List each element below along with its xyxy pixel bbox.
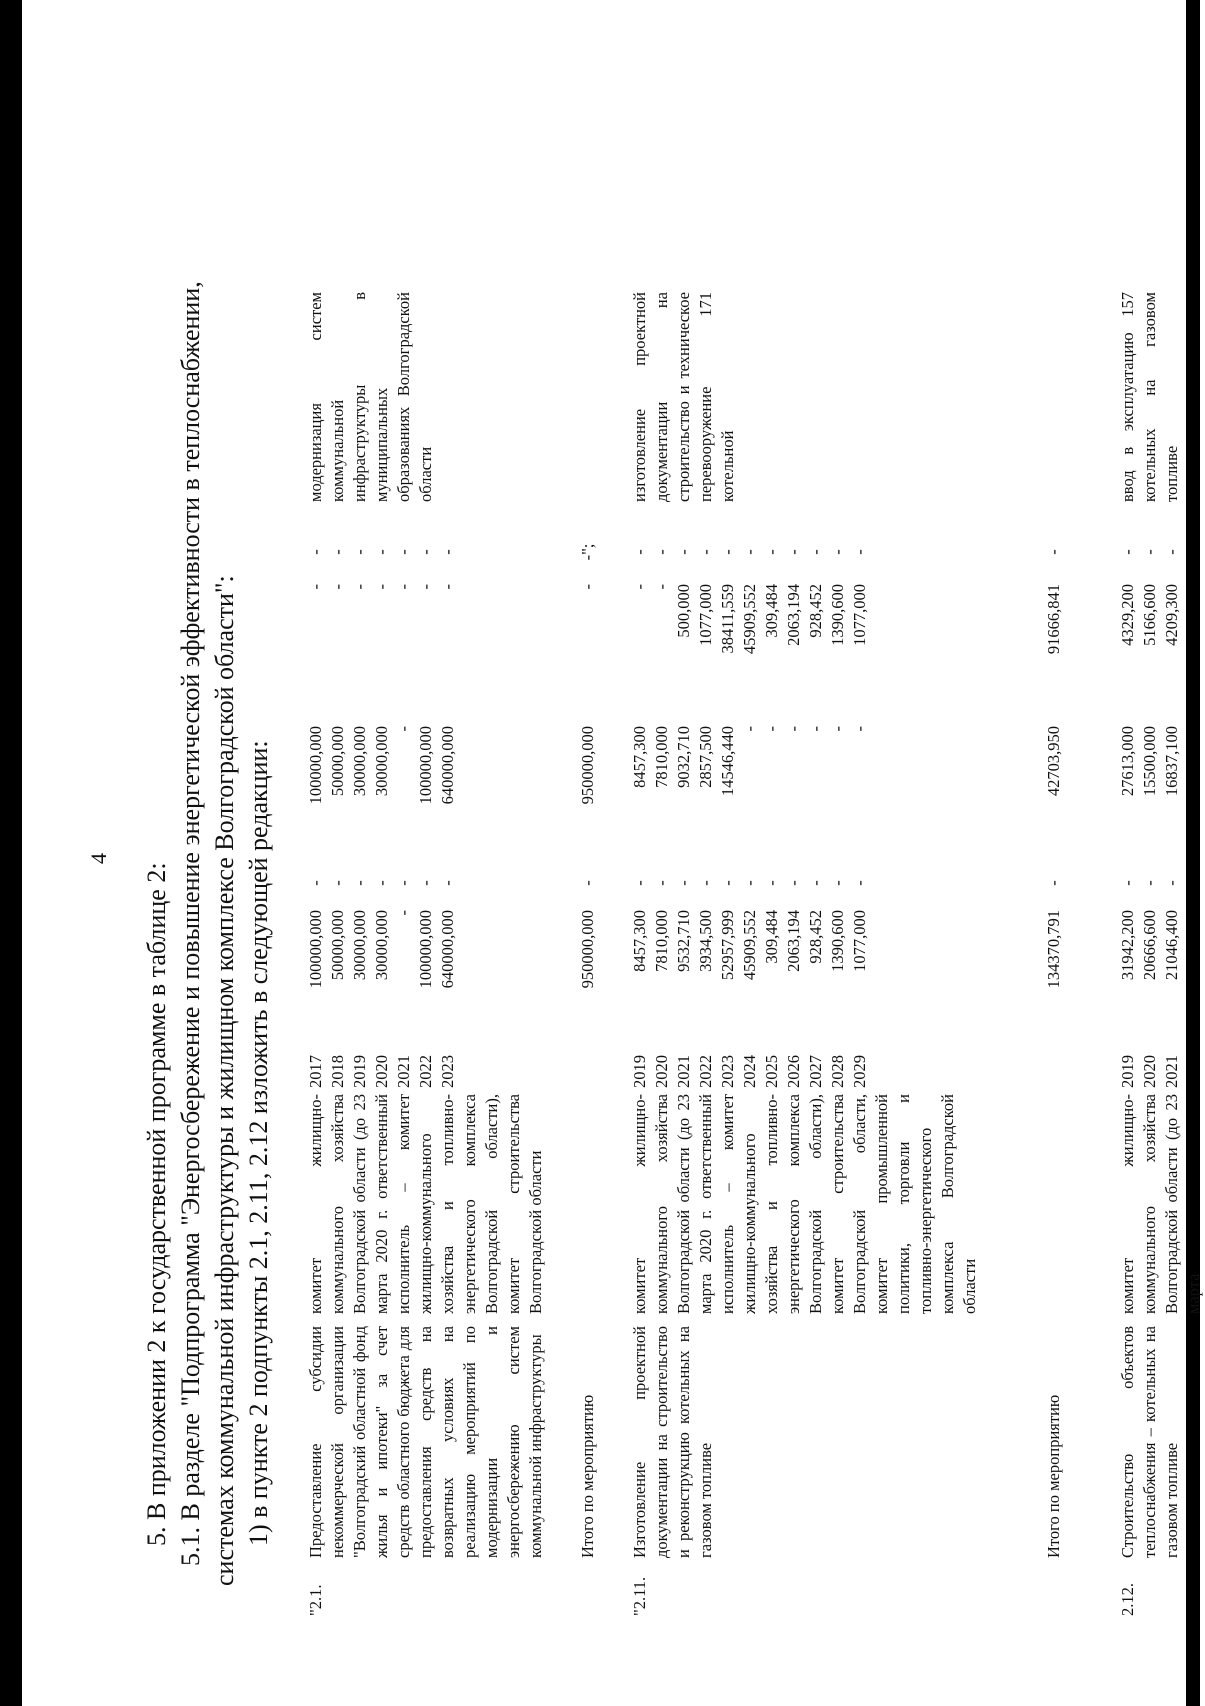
table-row-2-1-total [577, 286, 599, 1616]
program-table [305, 286, 1205, 1616]
cell-value: 27613,000 [1118, 726, 1137, 797]
cell-value: - [416, 584, 435, 590]
cell-value: - [328, 880, 347, 886]
measure-name: Строительство объектов теплоснабжения – котельных на газовом топливе [1118, 1326, 1181, 1558]
extrabudget-cell [305, 520, 547, 578]
cell-value: - [350, 584, 369, 590]
cell-value: 30000,000 [372, 910, 391, 981]
row-number: 2.12. [1118, 1583, 1137, 1616]
expected-result: изготовление проектной документации на строительство и техническое перевооружение 171 котельной [630, 292, 737, 502]
cell-value: 640000,000 [438, 910, 457, 989]
cell-value: 2027 [806, 1055, 825, 1088]
years-cell [1117, 1040, 1205, 1088]
federal-cell [629, 856, 981, 904]
total-regional: 42703,950 [1044, 726, 1063, 797]
cell-value: 2023 [438, 1055, 457, 1088]
total-sum: 134370,791 [1044, 910, 1063, 989]
extrabudget-cell [1117, 520, 1205, 578]
cell-value: - [1162, 880, 1181, 886]
cell-value: 2022 [696, 1055, 715, 1088]
cell-value: 9032,710 [674, 726, 693, 788]
cell-value: - [1118, 880, 1137, 886]
cell-value: - [784, 726, 803, 732]
cell-value: - [850, 726, 869, 732]
cell-value: 14546,440 [718, 726, 737, 797]
cell-value: - [696, 549, 715, 555]
cell-value: 1077,000 [850, 584, 869, 646]
cell-value: - [372, 880, 391, 886]
cell-value: 2026 [784, 1055, 803, 1088]
executor: комитет жилищно-коммунального хозяйства Волгоградской области (до 23 марта [1118, 1094, 1203, 1314]
cell-value: - [416, 549, 435, 555]
cell-value: - [718, 549, 737, 555]
total-cell [305, 904, 547, 1040]
cell-value: 2021 [1162, 1055, 1181, 1088]
cell-value: 2019 [630, 1055, 649, 1088]
cell-value: 31942,200 [1118, 910, 1137, 981]
cell-value: 2019 [1118, 1055, 1137, 1088]
intro-line-3: системах коммунальной инфраструктуры и жилищном комплексе Волгоградской области": [210, 575, 239, 1586]
cell-value: - [394, 726, 413, 732]
cell-value: - [350, 549, 369, 555]
cell-value: 52957,999 [718, 910, 737, 981]
total-regional: 950000,000 [578, 726, 597, 805]
cell-value: 30000,000 [350, 726, 369, 797]
cell-value: 2063,194 [784, 584, 803, 646]
measure-name: Предоставление субсидии некоммерческой организации "Волгоградский областной фонд жилья и ипотеки" за счет средств областного бюджета для предоставления средств на возвратных условиях на реализацию мероприятий по модернизации и энергосбережению систем коммунальной инфраструктуры [306, 1326, 545, 1558]
cell-value: - [674, 549, 693, 555]
cell-value: - [828, 549, 847, 555]
cell-value: - [306, 880, 325, 886]
cell-value: - [652, 549, 671, 555]
measure-name: Изготовление проектной документации на строительство и реконструкцию котельных на газовом топливе [630, 1326, 715, 1558]
cell-value: 8457,300 [630, 910, 649, 972]
cell-value: 309,484 [762, 910, 781, 964]
cell-value: 2024 [740, 1055, 759, 1088]
page-number: 4 [86, 853, 111, 864]
table-row-2-11-total [1043, 286, 1065, 1616]
row-number: "2.11. [630, 1576, 649, 1616]
cell-value: - [696, 880, 715, 886]
cell-value: 30000,000 [350, 910, 369, 981]
cell-value: 4329,200 [1118, 584, 1137, 646]
cell-value: 100000,000 [306, 910, 325, 989]
cell-value: 7810,000 [652, 910, 671, 972]
years-cell [629, 1040, 981, 1088]
total-cell [629, 904, 981, 1040]
cell-value: - [806, 549, 825, 555]
total-label: Итого по мероприятию [1044, 1394, 1063, 1558]
regional-cell [629, 720, 981, 856]
executor: комитет жилищно-коммунального хозяйства Волгоградской области (до 23 марта 2020 г. ответственный исполнитель – комитет жилищно-коммунального хозяйства и топливно-энергетического комплекса Волгоградской области), комитет строительства Волгоградской области [306, 1094, 545, 1314]
cell-value: 309,484 [762, 584, 781, 638]
cell-value: 9532,710 [674, 910, 693, 972]
cell-value: - [828, 880, 847, 886]
cell-value: 640000,000 [438, 726, 457, 805]
regional-cell [305, 720, 547, 856]
total-extrabudget: - [1044, 549, 1063, 555]
cell-value: - [394, 910, 413, 916]
cell-value: 2020 [1140, 1055, 1159, 1088]
cell-value: - [438, 880, 457, 886]
cell-value: 2028 [828, 1055, 847, 1088]
cell-value: - [652, 880, 671, 886]
cell-value: - [416, 880, 435, 886]
cell-value: 2022 [416, 1055, 435, 1088]
total-label: Итого по мероприятию [578, 1394, 597, 1558]
cell-value: 15500,000 [1140, 726, 1159, 797]
cell-value: - [784, 880, 803, 886]
cell-value: 2025 [762, 1055, 781, 1088]
cell-value: 1077,000 [850, 910, 869, 972]
cell-value: - [394, 880, 413, 886]
cell-value: 2018 [328, 1055, 347, 1088]
cell-value: - [652, 584, 671, 590]
cell-value: 20666,600 [1140, 910, 1159, 981]
cell-value: 50000,000 [328, 910, 347, 981]
total-federal: - [578, 880, 597, 886]
cell-value: 2020 [372, 1055, 391, 1088]
row-number: "2.1. [306, 1584, 325, 1616]
cell-value: - [630, 549, 649, 555]
cell-value: 2021 [674, 1055, 693, 1088]
cell-value: 500,000 [674, 584, 693, 638]
cell-value: - [1118, 549, 1137, 555]
expected-result: модернизация систем коммунальной инфраструктуры в муниципальных образованиях Волгоградской области [306, 292, 435, 502]
cell-value: 30000,000 [372, 726, 391, 797]
federal-cell [305, 856, 547, 904]
cell-value: 21046,400 [1162, 910, 1181, 981]
cell-value: 2019 [350, 1055, 369, 1088]
cell-value: 8457,300 [630, 726, 649, 788]
intro-line-4: 1) в пункте 2 подпункты 2.1, 2.11, 2.12 изложить в следующей редакции: [244, 740, 273, 1546]
cell-value: 2017 [306, 1055, 325, 1088]
cell-value: 45909,552 [740, 584, 759, 655]
cell-value: 2020 [652, 1055, 671, 1088]
cell-value: - [306, 584, 325, 590]
cell-value: - [740, 549, 759, 555]
cell-value: 928,452 [806, 910, 825, 964]
cell-value: 100000,000 [416, 910, 435, 989]
cell-value: 928,452 [806, 584, 825, 638]
total-extrabudget: -"; [578, 543, 597, 561]
cell-value: 1390,600 [828, 910, 847, 972]
cell-value: 45909,552 [740, 910, 759, 981]
years-cell [305, 1040, 547, 1088]
cell-value: - [630, 584, 649, 590]
cell-value: 50000,000 [328, 726, 347, 797]
table-row-2-1 [305, 286, 547, 1616]
total-sum: 950000,000 [578, 910, 597, 989]
regional-cell [1117, 720, 1205, 856]
cell-value: - [850, 549, 869, 555]
total-local: 91666,841 [1044, 584, 1063, 655]
cell-value: 100000,000 [416, 726, 435, 805]
total-federal: - [1044, 880, 1063, 886]
cell-value: - [328, 549, 347, 555]
intro-line-2: 5.1. В разделе "Подпрограмма "Энергосбережение и повышение энергетической эффективности в теплоснабжении, [176, 281, 205, 1566]
cell-value: - [306, 549, 325, 555]
cell-value: - [740, 880, 759, 886]
table-row-2-12 [1117, 286, 1205, 1616]
expected-result: ввод в эксплуатацию 157 котельных на газовом топливе [1118, 292, 1181, 502]
cell-value: - [762, 880, 781, 886]
cell-value: - [850, 880, 869, 886]
extrabudget-cell [629, 520, 981, 578]
cell-value: - [350, 880, 369, 886]
cell-value: - [1162, 549, 1181, 555]
cell-value: - [438, 549, 457, 555]
cell-value: 4209,300 [1162, 584, 1181, 646]
total-cell [1117, 904, 1205, 1040]
total-local: - [578, 584, 597, 590]
cell-value: - [1140, 549, 1159, 555]
intro-text [140, 86, 276, 1586]
cell-value: 2029 [850, 1055, 869, 1088]
cell-value: 2023 [718, 1055, 737, 1088]
cell-value: 1390,600 [828, 584, 847, 646]
cell-value: - [674, 880, 693, 886]
cell-value: 2857,500 [696, 726, 715, 788]
cell-value: - [372, 549, 391, 555]
cell-value: - [740, 726, 759, 732]
cell-value: - [784, 549, 803, 555]
cell-value: - [372, 584, 391, 590]
local-cell [629, 578, 981, 720]
cell-value: - [394, 549, 413, 555]
cell-value: - [630, 880, 649, 886]
table-row-2-11 [629, 286, 981, 1616]
cell-value: - [718, 880, 737, 886]
cell-value: 16837,100 [1162, 726, 1181, 797]
federal-cell [1117, 856, 1205, 904]
local-cell [305, 578, 547, 720]
cell-value: 100000,000 [306, 726, 325, 805]
cell-value: - [328, 584, 347, 590]
cell-value: 7810,000 [652, 726, 671, 788]
cell-value: 3934,500 [696, 910, 715, 972]
cell-value: 2063,194 [784, 910, 803, 972]
cell-value: 38411,559 [718, 584, 737, 654]
cell-value: 1077,000 [696, 584, 715, 646]
executor: комитет жилищно-коммунального хозяйства Волгоградской области (до 23 марта 2020 г. ответственный исполнитель – комитет жилищно-коммунального хозяйства и топливно-энергетического комплекса Волгоградской области), комитет строительства Волгоградской области, комитет промышленной политики, торговли и топливно-энергетического комплекса Волгоградской области [630, 1094, 979, 1314]
cell-value: - [806, 880, 825, 886]
cell-value: - [1140, 880, 1159, 886]
cell-value: - [762, 726, 781, 732]
cell-value: - [394, 584, 413, 590]
local-cell [1117, 578, 1205, 720]
cell-value: 2021 [394, 1055, 413, 1088]
cell-value: - [762, 549, 781, 555]
cell-value: 5166,600 [1140, 584, 1159, 646]
cell-value: - [828, 726, 847, 732]
cell-value: - [806, 726, 825, 732]
intro-line-1: 5. В приложении 2 к государственной программе в таблице 2: [142, 862, 171, 1546]
cell-value: - [438, 584, 457, 590]
